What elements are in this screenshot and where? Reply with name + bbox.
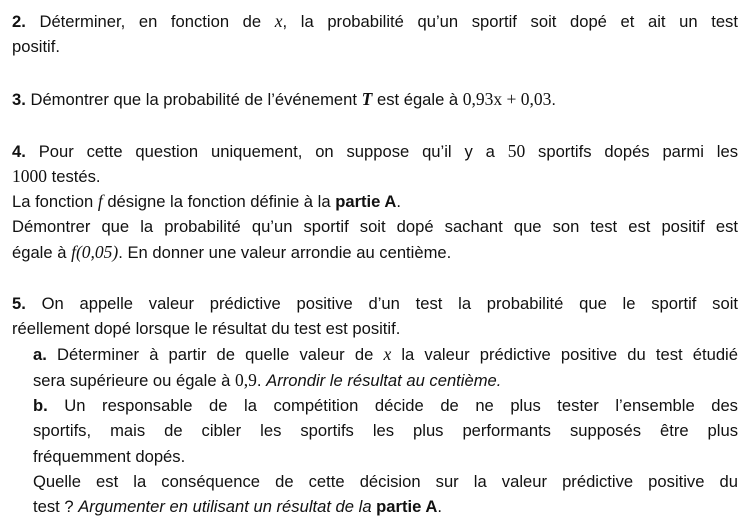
question-4-period: . bbox=[396, 192, 401, 211]
question-3-end: . bbox=[551, 90, 557, 109]
question-5-line-2: réellement dopé lorsque le résultat du test est positif. bbox=[12, 319, 401, 338]
question-5b-line-2: sportifs, mais de cibler les sportifs les plus performants supposés être plus bbox=[33, 421, 738, 440]
question-4-text-a: Pour cette question uniquement, on suppose qu’il y a bbox=[38, 142, 495, 161]
question-4-line-5 bbox=[12, 242, 451, 263]
question-4-line-4: Démontrer que la probabilité qu’un sportif soit dopé sachant que son test est positif est bbox=[12, 217, 738, 236]
question-5a-text-a: Déterminer à partir de quelle valeur de bbox=[56, 345, 374, 364]
question-2-text-b: , la probabilité qu’un sportif soit dopé et ait un test bbox=[282, 12, 738, 31]
question-3-text-a: Démontrer que la probabilité de l’événement bbox=[30, 90, 358, 109]
question-5a-value: 0,9 bbox=[235, 370, 257, 390]
question-4-part-a: partie A bbox=[335, 192, 397, 211]
question-2-text-a: Déterminer, en fonction de bbox=[39, 12, 262, 31]
question-3-expression: 0,93x + 0,03 bbox=[462, 89, 552, 109]
question-4-n1000: 1000 bbox=[12, 166, 47, 186]
question-2-variable: x bbox=[274, 11, 283, 31]
question-5a-text-b: la valeur prédictive positive du test étudié bbox=[401, 345, 738, 364]
question-4-f-expr: f(0,05) bbox=[71, 242, 119, 262]
question-5b-line-1 bbox=[33, 396, 738, 416]
question-5b-line-3: fréquemment dopés. bbox=[33, 447, 186, 466]
question-5-text-a: On appelle valeur prédictive positive d’un test la probabilité que le sportif soit bbox=[41, 294, 738, 313]
question-4-text-e: désigne la fonction définie à la bbox=[107, 192, 331, 211]
question-4-text-b: sportifs dopés parmi les bbox=[538, 142, 738, 161]
question-5b-text-a: Un responsable de la compétition décide de ne plus tester l’ensemble des bbox=[64, 396, 738, 415]
question-5a-text-c: sera supérieure ou égale à bbox=[33, 371, 231, 390]
question-5a-label: a. bbox=[33, 345, 47, 364]
question-4-text-g: . En donner une valeur arrondie au centième. bbox=[118, 243, 452, 262]
question-2-number: 2. bbox=[12, 12, 26, 31]
question-4-line-3 bbox=[12, 191, 401, 212]
question-4-text-f: égale à bbox=[12, 243, 67, 262]
question-3-text-b: est égale à bbox=[376, 90, 459, 109]
question-4-n50: 50 bbox=[507, 141, 526, 161]
question-5-number: 5. bbox=[12, 294, 26, 313]
question-5a-instruction: Arrondir le résultat au centième. bbox=[266, 371, 502, 390]
question-3-number: 3. bbox=[12, 90, 26, 109]
question-5a-period: . bbox=[256, 371, 262, 390]
question-5b-line-4: Quelle est la conséquence de cette décision sur la valeur prédictive positive du bbox=[33, 472, 738, 491]
question-3-line bbox=[12, 89, 556, 110]
question-4-number: 4. bbox=[12, 142, 26, 161]
question-4-text-d: La fonction bbox=[12, 192, 94, 211]
question-5b-line-5 bbox=[33, 497, 442, 517]
question-5a-variable: x bbox=[383, 344, 392, 364]
question-5a-line-2 bbox=[33, 370, 501, 391]
question-4-text-c: testés. bbox=[51, 167, 101, 186]
question-5b-text-b: test ? bbox=[33, 497, 74, 516]
question-5b-instruction: Argumenter en utilisant un résultat de la bbox=[78, 497, 372, 516]
question-5-line-1 bbox=[12, 294, 738, 314]
question-4-function: f bbox=[97, 191, 103, 211]
question-5b-part-a: partie A bbox=[376, 497, 438, 516]
question-3-event: T bbox=[361, 89, 373, 109]
question-2-line-1 bbox=[12, 11, 738, 32]
question-2-line-2: positif. bbox=[12, 37, 60, 56]
question-4-line-2 bbox=[12, 166, 101, 187]
question-5b-period: . bbox=[437, 497, 442, 516]
question-5b-label: b. bbox=[33, 396, 48, 415]
question-4-line-1 bbox=[12, 141, 738, 162]
question-5a-line-1 bbox=[33, 344, 738, 365]
